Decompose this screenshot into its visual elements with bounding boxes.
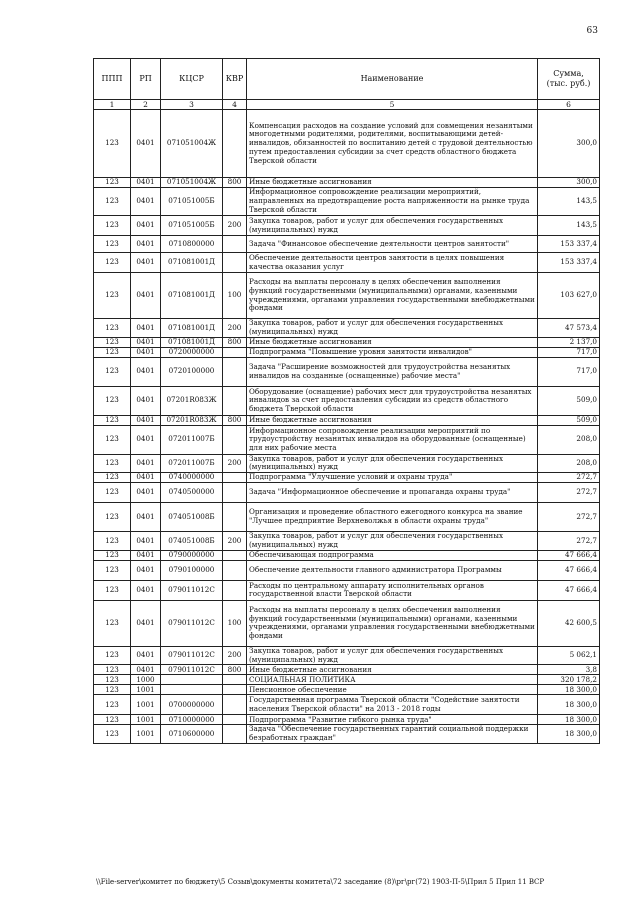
cell-kcsr: 072011007Б	[161, 454, 223, 473]
table-row	[94, 216, 600, 236]
table-row	[94, 675, 600, 685]
cell-sum: 47 666,4	[538, 580, 600, 600]
cell-rp: 0401	[131, 600, 161, 646]
table-row	[94, 253, 600, 273]
cell-kvr	[223, 503, 247, 532]
cell-kcsr: 0710800000	[161, 236, 223, 253]
table-row	[94, 273, 600, 319]
table-row	[94, 236, 600, 253]
table-row	[94, 178, 600, 188]
cell-kcsr: 07201R083Ж	[161, 415, 223, 425]
table-row	[94, 454, 600, 473]
cell-name: Расходы на выплаты персоналу в целях обеспечения выполнения функций государственными (муниципальными) органами, казенными учреждениями, органами управления государственными внебюджетными фондами	[247, 600, 538, 646]
cell-rp: 0401	[131, 415, 161, 425]
cell-sum: 18 300,0	[538, 715, 600, 725]
cell-rp: 0401	[131, 253, 161, 273]
table-row	[94, 600, 600, 646]
table-row	[94, 550, 600, 560]
page-number: 63	[586, 26, 598, 36]
cell-kvr: 200	[223, 319, 247, 338]
cell-name: Обеспечение деятельности главного администратора Программы	[247, 560, 538, 580]
header-rp: РП	[131, 59, 161, 100]
cell-kcsr: 0790100000	[161, 560, 223, 580]
cell-ppp: 123	[94, 600, 131, 646]
cell-sum: 509,0	[538, 386, 600, 415]
cell-sum: 272,7	[538, 532, 600, 551]
cell-ppp: 123	[94, 415, 131, 425]
cell-name: Информационное сопровождение реализации мероприятий по трудоустройству незанятых инвалидов на оборудованные (оснащенные) для них рабочие места	[247, 425, 538, 454]
cell-kvr	[223, 685, 247, 695]
table-row	[94, 357, 600, 386]
cell-rp: 0401	[131, 188, 161, 216]
cell-kvr: 100	[223, 273, 247, 319]
cell-name: Пенсионное обеспечение	[247, 685, 538, 695]
header-sum: Сумма, (тыс. руб.)	[538, 59, 600, 100]
cell-name: Иные бюджетные ассигнования	[247, 337, 538, 347]
cell-kvr	[223, 725, 247, 744]
cell-sum: 717,0	[538, 357, 600, 386]
cell-sum: 103 627,0	[538, 273, 600, 319]
column-number: 4	[223, 100, 247, 110]
cell-name: Закупка товаров, работ и услуг для обеспечения государственных (муниципальных) нужд	[247, 319, 538, 338]
cell-kcsr: 0720100000	[161, 357, 223, 386]
cell-ppp: 123	[94, 337, 131, 347]
table-row	[94, 473, 600, 483]
cell-rp: 0401	[131, 560, 161, 580]
cell-sum: 320 178,2	[538, 675, 600, 685]
cell-name: Расходы по центральному аппарату исполнительных органов государственной власти Тверской области	[247, 580, 538, 600]
table-row	[94, 685, 600, 695]
cell-kcsr: 0720000000	[161, 347, 223, 357]
cell-ppp: 123	[94, 580, 131, 600]
cell-sum: 153 337,4	[538, 236, 600, 253]
cell-name: Закупка товаров, работ и услуг для обеспечения государственных (муниципальных) нужд	[247, 646, 538, 665]
cell-sum: 5 062,1	[538, 646, 600, 665]
cell-ppp: 123	[94, 665, 131, 675]
cell-rp: 1001	[131, 695, 161, 715]
table-row	[94, 188, 600, 216]
cell-rp: 0401	[131, 110, 161, 178]
cell-sum: 717,0	[538, 347, 600, 357]
cell-name: Расходы на выплаты персоналу в целях обеспечения выполнения функций государственными (муниципальными) органами, казенными учреждениями, органами управления государственными внебюджетными фондами	[247, 273, 538, 319]
cell-sum: 3,8	[538, 665, 600, 675]
cell-name: Обеспечение деятельности центров занятости в целях повышения качества оказания услуг	[247, 253, 538, 273]
cell-ppp: 123	[94, 216, 131, 236]
cell-name: Подпрограмма "Повышение уровня занятости инвалидов"	[247, 347, 538, 357]
cell-rp: 0401	[131, 178, 161, 188]
cell-ppp: 123	[94, 110, 131, 178]
column-number: 5	[247, 100, 538, 110]
table-row	[94, 386, 600, 415]
cell-name: Закупка товаров, работ и услуг для обеспечения государственных (муниципальных) нужд	[247, 454, 538, 473]
cell-kvr	[223, 580, 247, 600]
cell-ppp: 123	[94, 715, 131, 725]
cell-kvr: 200	[223, 454, 247, 473]
cell-kcsr: 079011012С	[161, 646, 223, 665]
cell-sum: 272,7	[538, 473, 600, 483]
cell-kvr: 800	[223, 665, 247, 675]
cell-ppp: 123	[94, 319, 131, 338]
column-number-row	[94, 100, 600, 110]
cell-sum: 153 337,4	[538, 253, 600, 273]
header-kvr: КВР	[223, 59, 247, 100]
cell-rp: 0401	[131, 319, 161, 338]
cell-kvr	[223, 483, 247, 503]
cell-rp: 0401	[131, 273, 161, 319]
cell-ppp: 123	[94, 178, 131, 188]
file-path-footer: \\File-server\комитет по бюджету\5 Созыв\документы комитета\72 заседание (8)\рг\рг(72) 1903-П-5\Прил 5 Прил 11 ВСР	[96, 878, 545, 886]
cell-rp: 0401	[131, 357, 161, 386]
cell-ppp: 123	[94, 675, 131, 685]
cell-sum: 143,5	[538, 188, 600, 216]
cell-sum: 18 300,0	[538, 725, 600, 744]
cell-kcsr: 071051005Б	[161, 188, 223, 216]
cell-kvr: 200	[223, 216, 247, 236]
cell-name: СОЦИАЛЬНАЯ ПОЛИТИКА	[247, 675, 538, 685]
table-row	[94, 483, 600, 503]
cell-kvr	[223, 347, 247, 357]
header-name: Наименование	[247, 59, 538, 100]
cell-name: Подпрограмма "Развитие гибкого рынка труда"	[247, 715, 538, 725]
cell-kcsr: 072011007Б	[161, 425, 223, 454]
table-row	[94, 337, 600, 347]
cell-kvr	[223, 675, 247, 685]
cell-kvr: 200	[223, 532, 247, 551]
cell-kcsr: 071051004Ж	[161, 110, 223, 178]
cell-ppp: 123	[94, 473, 131, 483]
cell-sum: 300,0	[538, 110, 600, 178]
cell-ppp: 123	[94, 253, 131, 273]
cell-ppp: 123	[94, 386, 131, 415]
cell-name: Задача "Финансовое обеспечение деятельности центров занятости"	[247, 236, 538, 253]
cell-kvr	[223, 695, 247, 715]
cell-name: Организация и проведение областного ежегодного конкурса на звание "Лучшее предприятие Верхневолжья в области охраны труда"	[247, 503, 538, 532]
cell-rp: 0401	[131, 580, 161, 600]
cell-kcsr: 071081001Д	[161, 273, 223, 319]
cell-ppp: 123	[94, 695, 131, 715]
cell-ppp: 123	[94, 685, 131, 695]
cell-ppp: 123	[94, 347, 131, 357]
cell-sum: 47 666,4	[538, 550, 600, 560]
cell-ppp: 123	[94, 550, 131, 560]
cell-rp: 0401	[131, 386, 161, 415]
cell-rp: 0401	[131, 503, 161, 532]
cell-rp: 0401	[131, 473, 161, 483]
cell-rp: 1001	[131, 685, 161, 695]
cell-rp: 0401	[131, 216, 161, 236]
cell-sum: 2 137,0	[538, 337, 600, 347]
cell-kvr	[223, 188, 247, 216]
cell-name: Государственная программа Тверской области "Содействие занятости населения Тверской области" на 2013 - 2018 годы	[247, 695, 538, 715]
cell-sum: 509,0	[538, 415, 600, 425]
header-ppp: ППП	[94, 59, 131, 100]
table-body	[94, 110, 600, 744]
cell-ppp: 123	[94, 483, 131, 503]
table-row	[94, 725, 600, 744]
cell-rp: 0401	[131, 532, 161, 551]
cell-kcsr: 071051004Ж	[161, 178, 223, 188]
header-kcsr: КЦСР	[161, 59, 223, 100]
cell-kvr	[223, 110, 247, 178]
cell-ppp: 123	[94, 532, 131, 551]
cell-kcsr: 071081001Д	[161, 319, 223, 338]
cell-sum: 208,0	[538, 454, 600, 473]
cell-name: Подпрограмма "Улучшение условий и охраны труда"	[247, 473, 538, 483]
cell-name: Задача "Обеспечение государственных гарантий социальной поддержки безработных граждан"	[247, 725, 538, 744]
cell-kcsr: 0790000000	[161, 550, 223, 560]
cell-name: Закупка товаров, работ и услуг для обеспечения государственных (муниципальных) нужд	[247, 216, 538, 236]
cell-kcsr: 0710600000	[161, 725, 223, 744]
cell-rp: 1001	[131, 715, 161, 725]
cell-rp: 0401	[131, 550, 161, 560]
table-row	[94, 695, 600, 715]
cell-ppp: 123	[94, 560, 131, 580]
cell-name: Информационное сопровождение реализации мероприятий, направленных на предотвращение роста напряженности на рынке труда Тверской области	[247, 188, 538, 216]
cell-sum: 208,0	[538, 425, 600, 454]
cell-name: Закупка товаров, работ и услуг для обеспечения государственных (муниципальных) нужд	[247, 532, 538, 551]
cell-ppp: 123	[94, 188, 131, 216]
table-row	[94, 110, 600, 178]
cell-kcsr: 079011012С	[161, 600, 223, 646]
cell-sum: 143,5	[538, 216, 600, 236]
cell-kcsr: 074051008Б	[161, 503, 223, 532]
cell-ppp: 123	[94, 357, 131, 386]
table-row	[94, 425, 600, 454]
cell-kvr: 800	[223, 178, 247, 188]
cell-kvr	[223, 715, 247, 725]
cell-name: Задача "Информационное обеспечение и пропаганда охраны труда"	[247, 483, 538, 503]
cell-kvr	[223, 236, 247, 253]
cell-kvr: 200	[223, 646, 247, 665]
cell-kcsr: 07201R083Ж	[161, 386, 223, 415]
cell-kvr: 100	[223, 600, 247, 646]
cell-kcsr	[161, 675, 223, 685]
cell-ppp: 123	[94, 425, 131, 454]
cell-name: Иные бюджетные ассигнования	[247, 665, 538, 675]
cell-kvr	[223, 357, 247, 386]
cell-kcsr: 0740500000	[161, 483, 223, 503]
cell-rp: 0401	[131, 646, 161, 665]
cell-ppp: 123	[94, 236, 131, 253]
cell-ppp: 123	[94, 454, 131, 473]
cell-sum: 47 666,4	[538, 560, 600, 580]
table-row	[94, 415, 600, 425]
cell-kcsr: 074051008Б	[161, 532, 223, 551]
cell-kcsr: 071081001Д	[161, 253, 223, 273]
cell-name: Иные бюджетные ассигнования	[247, 415, 538, 425]
column-number: 3	[161, 100, 223, 110]
cell-kvr: 800	[223, 337, 247, 347]
cell-kvr	[223, 425, 247, 454]
cell-rp: 0401	[131, 483, 161, 503]
table-row	[94, 503, 600, 532]
cell-kcsr: 0710000000	[161, 715, 223, 725]
cell-rp: 1001	[131, 725, 161, 744]
table-row	[94, 715, 600, 725]
column-number: 2	[131, 100, 161, 110]
cell-rp: 0401	[131, 337, 161, 347]
cell-ppp: 123	[94, 273, 131, 319]
budget-table	[93, 58, 600, 744]
table-row	[94, 580, 600, 600]
cell-kcsr: 079011012С	[161, 665, 223, 675]
cell-kvr	[223, 560, 247, 580]
cell-ppp: 123	[94, 503, 131, 532]
cell-sum: 42 600,5	[538, 600, 600, 646]
cell-kvr	[223, 253, 247, 273]
cell-sum: 47 573,4	[538, 319, 600, 338]
cell-sum: 300,0	[538, 178, 600, 188]
column-number: 6	[538, 100, 600, 110]
cell-rp: 0401	[131, 454, 161, 473]
cell-kcsr: 079011012С	[161, 580, 223, 600]
column-number: 1	[94, 100, 131, 110]
cell-kcsr: 0700000000	[161, 695, 223, 715]
cell-name: Оборудование (оснащение) рабочих мест для трудоустройства незанятых инвалидов за счет предоставления субсидии из средств областного бюджета Тверской области	[247, 386, 538, 415]
table-row	[94, 560, 600, 580]
table-row	[94, 532, 600, 551]
table-row	[94, 347, 600, 357]
cell-kcsr: 071081001Д	[161, 337, 223, 347]
table-header	[94, 59, 600, 110]
cell-kvr	[223, 386, 247, 415]
table-row	[94, 319, 600, 338]
cell-sum: 18 300,0	[538, 695, 600, 715]
cell-rp: 0401	[131, 425, 161, 454]
cell-kcsr	[161, 685, 223, 695]
cell-name: Обеспечивающая подпрограмма	[247, 550, 538, 560]
cell-kcsr: 0740000000	[161, 473, 223, 483]
cell-ppp: 123	[94, 725, 131, 744]
cell-sum: 272,7	[538, 483, 600, 503]
cell-kvr: 800	[223, 415, 247, 425]
cell-name: Компенсация расходов на создание условий для совмещения незанятыми многодетными родителями, родителями, воспитывающими детей-инвалидов, обязанностей по воспитанию детей с трудовой деятельностью путем предоставления субсидии за счет средств областного бюджета Тверской области	[247, 110, 538, 178]
cell-kvr	[223, 550, 247, 560]
cell-rp: 0401	[131, 347, 161, 357]
cell-sum: 272,7	[538, 503, 600, 532]
cell-name: Задача "Расширение возможностей для трудоустройства незанятых инвалидов на созданные (оснащенные) рабочие места"	[247, 357, 538, 386]
cell-rp: 0401	[131, 665, 161, 675]
cell-sum: 18 300,0	[538, 685, 600, 695]
cell-rp: 0401	[131, 236, 161, 253]
cell-kcsr: 071051005Б	[161, 216, 223, 236]
cell-rp: 1000	[131, 675, 161, 685]
table-row	[94, 646, 600, 665]
cell-ppp: 123	[94, 646, 131, 665]
table-row	[94, 665, 600, 675]
cell-kvr	[223, 473, 247, 483]
cell-name: Иные бюджетные ассигнования	[247, 178, 538, 188]
